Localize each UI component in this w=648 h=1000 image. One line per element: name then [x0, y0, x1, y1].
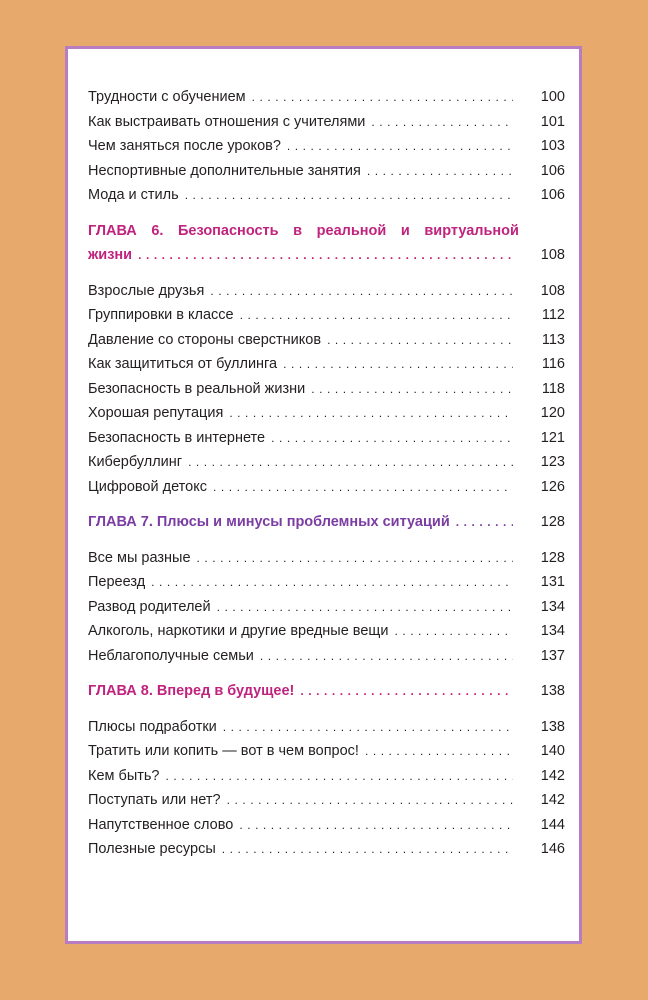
dot-leader: [185, 188, 513, 202]
page-number: 112: [541, 307, 565, 323]
toc-entry: Цифровой детокс . . . 126: [88, 479, 565, 504]
page-number: 137: [540, 647, 565, 664]
page-number: 103: [540, 138, 565, 154]
toc-entry: Как защититься от буллинга . . . 116: [88, 356, 565, 381]
dot-leader: [222, 842, 513, 856]
page-number: 106: [540, 187, 565, 203]
toc-entry: Мода и стиль . . . 106: [88, 187, 565, 212]
page-number: 120: [540, 405, 565, 421]
toc-entry: Тратить или копить — вот в чем вопрос! . . . 140: [88, 743, 565, 768]
page-number: 131: [540, 574, 565, 590]
toc-entry: Неспортивные дополнительные занятия . . . 106: [88, 163, 565, 188]
dot-leader: [151, 575, 513, 589]
toc-entry: Кибербуллинг . . . 123: [88, 454, 565, 479]
dot-leader: [394, 624, 513, 638]
page-number: 142: [540, 767, 565, 784]
toc-entry: Безопасность в реальной жизни . . . 118: [88, 381, 565, 406]
toc-group: [88, 283, 565, 504]
dot-leader: [239, 818, 513, 832]
page-number: 116: [541, 356, 565, 372]
dot-leader: [260, 649, 513, 663]
toc-entry: Плюсы подработки . . . 138: [88, 719, 565, 744]
toc-entry: Переезд . . . 131: [88, 574, 565, 599]
page-number: 106: [540, 162, 565, 179]
page-number: 108: [540, 247, 565, 263]
page-number: 128: [540, 514, 565, 530]
toc-entry: жизни . . . 108: [88, 247, 565, 272]
page-number: 123: [540, 454, 565, 470]
toc-group: [88, 550, 565, 673]
toc-entry: Алкоголь, наркотики и другие вредные вещи . . . 134: [88, 623, 565, 648]
dot-leader: [252, 90, 513, 104]
dot-leader: [327, 333, 513, 347]
toc-entry: Чем заняться после уроков? . . . 103: [88, 138, 565, 163]
page-number: 100: [540, 89, 565, 105]
dot-leader: [300, 684, 513, 698]
page-number: 113: [541, 331, 565, 348]
toc-entry: Давление со стороны сверстников . . . 113: [88, 332, 565, 357]
dot-leader: [213, 480, 513, 494]
page-number: 140: [540, 743, 565, 759]
toc-entry: Хорошая репутация . . . 120: [88, 405, 565, 430]
dot-leader: [217, 600, 513, 614]
dot-leader: [227, 793, 513, 807]
page-number: 108: [540, 282, 565, 299]
toc-entry: Полезные ресурсы . . . 146: [88, 841, 565, 866]
dot-leader: [371, 115, 513, 129]
dot-leader: [240, 308, 513, 322]
toc-entry: Поступать или нет? . . . 142: [88, 792, 565, 817]
toc-group: [88, 89, 565, 212]
dot-leader: [197, 551, 513, 565]
toc-entry: Как выстраивать отношения с учителями . . . 101: [88, 114, 565, 139]
page-number: 138: [540, 718, 565, 735]
toc-entry: Все мы разные . . . 128: [88, 550, 565, 575]
page-number: 144: [540, 816, 565, 833]
chapter-6-heading: [88, 223, 565, 272]
toc-entry: Кем быть? . . . 142: [88, 768, 565, 793]
toc-entry: Безопасность в интернете . . . 121: [88, 430, 565, 455]
page-number: 118: [541, 380, 565, 397]
toc-entry: Развод родителей . . . 134: [88, 599, 565, 624]
dot-leader: [271, 431, 513, 445]
table-of-contents: [88, 89, 565, 866]
dot-leader: [210, 284, 513, 298]
dot-leader: [311, 382, 513, 396]
dot-leader: [166, 769, 514, 783]
page-number: 101: [540, 113, 565, 130]
dot-leader: [456, 515, 513, 529]
toc-entry: Взрослые друзья . . . 108: [88, 283, 565, 308]
dot-leader: [223, 720, 513, 734]
chapter-7-heading: ГЛАВА 7. Плюсы и минусы проблемных ситуаций . . . 128: [88, 514, 565, 539]
dot-leader: [188, 455, 513, 469]
chapter-heading-line: ГЛАВА 6. Безопасность в реальной и виртуальной: [88, 222, 519, 239]
page-number: 121: [540, 429, 565, 446]
toc-entry: Напутственное слово . . . 144: [88, 817, 565, 842]
book-page: [65, 46, 582, 944]
dot-leader: [229, 406, 513, 420]
page-number: 142: [540, 792, 565, 808]
dot-leader: [287, 139, 513, 153]
chapter-8-heading: ГЛАВА 8. Вперед в будущее! . . . 138: [88, 683, 565, 708]
dot-leader: [138, 248, 513, 262]
page-number: 134: [540, 598, 565, 615]
page-number: 138: [540, 683, 565, 699]
dot-leader: [283, 357, 513, 371]
page-number: 134: [540, 623, 565, 639]
dot-leader: [367, 164, 513, 178]
toc-entry: Группировки в классе . . . 112: [88, 307, 565, 332]
page-number: 128: [540, 549, 565, 566]
toc-group: [88, 719, 565, 866]
page-number: 126: [540, 478, 565, 495]
page-number: 146: [540, 841, 565, 857]
dot-leader: [365, 744, 513, 758]
toc-entry: Неблагополучные семьи . . . 137: [88, 648, 565, 673]
toc-entry: Трудности с обучением . . . 100: [88, 89, 565, 114]
